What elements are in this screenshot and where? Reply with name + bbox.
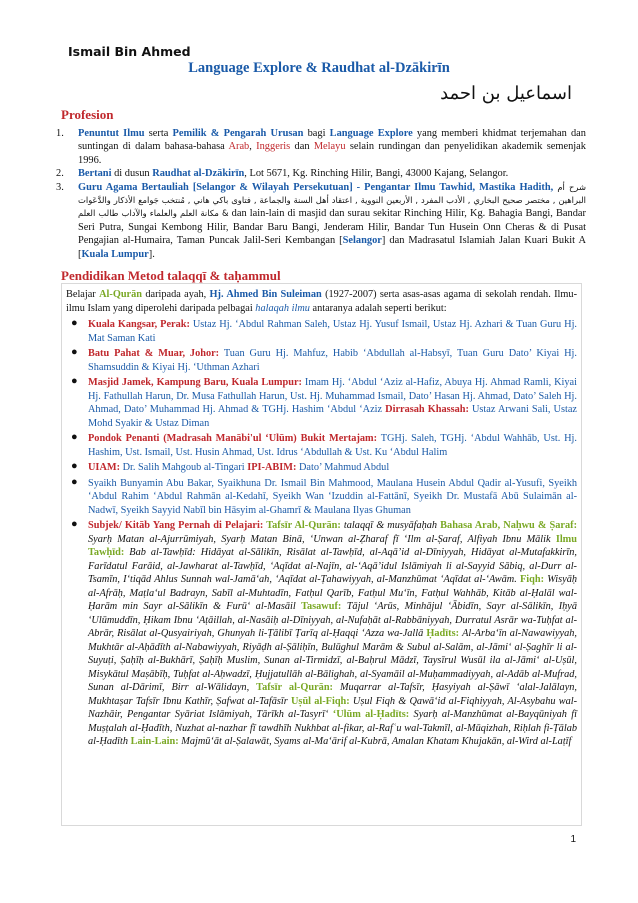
pendidikan-intro <box>66 288 577 315</box>
place-label: UIAM: <box>88 462 121 473</box>
subject-label: Tasawuf: <box>301 601 347 612</box>
teachers-text: Ustaz Arwani Sali, Ustaz Mohd Syakir & Ustaz Diman <box>88 404 578 429</box>
place-label: IPI-ABIM: <box>247 462 297 473</box>
profesion-item-3 <box>56 181 586 261</box>
text: (1927-2007) serta asas-asas agama di sekolah rendah. Ilmu-ilmu Islam yang diperolehi daripada pelbagai <box>66 289 578 314</box>
book-titles: Tājul ‘Arūs, Minhājul ‘Ābidīn, Sayr al-Sālikīn, Iḥyā ‘Ulūmuddīn, Ḥikam Ibnu ‘Aṭāillah, al-Nasāiḥ al-Dīniyyah, al-Nufaḥāt al-Rabbāniyyah, Durratul Asrār wa-Tuḥfat al-Abrār, Risālat al-Qusyairiyah, Ghunyah li-Ṭālibī Ṭarīq al-Ḥaqqi ‘Azza wa-Jallā <box>88 601 578 639</box>
text: serta <box>144 128 173 139</box>
list-number: 2. <box>56 168 64 180</box>
subject-label: Fiqh: <box>520 574 548 585</box>
highlight: Guru Agama Bertauliah [Selangor & Wilayah Persekutuan] - Pengantar Ilmu Tawhid, Mastika Hadith, <box>78 181 554 193</box>
text: daripada ayah, <box>142 289 210 300</box>
text: ]. <box>148 248 155 260</box>
teachers-text: TGHj. Saleh, TGHj. ‘Abdul Wahhāb, Ust. Hj. Hashim, Ust. Ismail, Ust. Husin Ahmad, Ust. Idrus ‘Abdullah & Ust. Ku ‘Abdul Halim <box>88 433 577 458</box>
place-label: Pondok Penanti (Madrasah Manābi'ul ‘Ulūm) Bukit Mertajam: <box>88 433 378 444</box>
subject-label: Bahasa Arab, Naḥwu & Ṣaraf: <box>440 520 577 531</box>
teachers-text: Ustaz Hj. ‘Abdul Rahman Saleh, Ustaz Hj. Yusuf Ismail, Ustaz Hj. Azhari & Tuan Guru Hj. Mat Saman Kati <box>88 319 578 344</box>
document-subtitle: Language Explore & Raudhat al-Dzākirīn <box>188 60 450 76</box>
bullet-icon: ● <box>71 460 78 472</box>
highlight: Penuntut Ilmu <box>78 128 145 139</box>
profesion-item-2 <box>56 167 586 180</box>
text: Belajar <box>66 289 100 300</box>
book-titles: Wisyāḥ al-Afrāḥ, Maṭla‘ul Badrayn, Sabīl al-Muhtadīn, Fatḥul Qarīb, Fatḥul Mu‘īn, Fatḥul Wahhāb, Kitāb al-Ḥalāl wal-Ḥarām min Sayr al-Sālikīn & Furū‘ al-Masāil <box>88 574 577 612</box>
book-titles: Uṣul Fiqh & Qawā‘id al-Fiqhiyyah, Al-Asybahu wal-Nazhāir, Pengantar Syāriat Islāmiyah, Tārīkh al-Tasyrī‘ <box>88 695 578 720</box>
list-item-subjek <box>66 519 577 749</box>
teacher-list <box>66 318 577 749</box>
bullet-icon: ● <box>71 475 78 488</box>
text: yang memberi khidmat terjemahan dan suntingan di dalam bahasa-bahasa <box>78 128 586 153</box>
subject-label: ‘Ulūm al-Ḥadīts: <box>332 709 414 720</box>
highlight: Kuala Lumpur <box>81 248 149 260</box>
teachers-text: Dato’ Mahmud Abdul <box>296 462 390 473</box>
highlight: Raudhat al-Dzākirīn <box>152 168 245 180</box>
arabic-text: مُنتخب جَوامع الأذكار والدَّعَوات & مكانة العلم والعلماء والآداب طالب العلم <box>78 195 229 219</box>
book-titles: Syarḥ al-Manzhūmat al-Bayqūniyah fī Muṣṭalah al-Ḥadīth, Nuzhat al-nazhar fī tawdhīh Nukhbat al-fikar, al-Rafʿu wal-Takmīl, al-Mūqizhah, Riḥlah fi-Ṭālab al-Ḥadīth <box>88 709 577 747</box>
highlight: Inggeris <box>256 141 291 153</box>
text: bagi <box>303 128 330 139</box>
bullet-icon: ● <box>71 317 78 329</box>
bullet-icon: ● <box>71 346 78 358</box>
list-item <box>66 461 577 475</box>
highlight: Arab <box>228 141 250 153</box>
profesion-list <box>56 127 586 261</box>
bullet-icon: ● <box>71 375 78 387</box>
book-titles: Syarḥ Matan al-Ajurrūmiyah, Syarḥ Matan Binā, ‘Unwan al-Ẓharaf fī ‘Ilm al-Ṣaraf, Alfiyah Ibnu Mālik <box>88 533 556 545</box>
text: , <box>249 141 257 153</box>
text: antaranya adalah seperti berikut: <box>309 302 447 314</box>
subject-label: Tafsīr Al-Qurān: <box>263 520 344 531</box>
book-titles: Muqarrar al-Tafsīr, Ḥasyiyah al-Ṣāwī ‘alal-Jalālayn, Mukhtaṣar Tafsīr Ibnu Kathīr, Ṣafwat al-Tafāsīr <box>88 682 577 707</box>
text: , Lot 5671, Kg. Rinching Hilir, Bangi, 43000 Kajang, Selangor. <box>244 168 509 180</box>
place-label: Kuala Kangsar, Perak: <box>88 319 190 330</box>
text: di dusun <box>111 168 153 180</box>
text: ] dan Madrasatul Islamiah Jalan Kuari Bukit A [ <box>78 235 587 260</box>
list-number: 1. <box>56 128 64 139</box>
subject-label: Ilmu Tawḥīd: <box>88 533 577 558</box>
list-item <box>66 347 577 374</box>
teachers-text: Dr. Salih Mahgoub al-Tingari <box>120 462 248 473</box>
subject-label: Lain-Lain: <box>130 736 182 747</box>
text: dan lain-lain di masjid dan surau sekitar Rinching Hilir, Kg. Bahagia Bangi, Bandar Seri Putra, Sungai Kembong Hilir, Bandar Baru Bangi, Jenderam Hilir, Bandar Tun Husein Onn Cheras & di Pusat Pengajian al-Humaira, Taman Puncak Jalil-Seri Kembangan [ <box>78 208 586 247</box>
book-titles: talaqqī & musyāfaḥah <box>343 520 441 531</box>
profesion-item-1 <box>56 127 586 167</box>
highlight: Hj. Ahmed Bin Suleiman <box>209 289 322 300</box>
highlight: Al-Qurān <box>99 289 143 300</box>
book-titles: Al-Arba‘īn al-Nawawiyyah, Mukhtār al-Aḥādīth al-Nabawiyyah, Riyāḍh al-Ṣāliḥīn, Bulūghul Marām & Subul al-Salām, al-Jāmi‘ al-Ṣaghīr li al-Suyuṭi, Ṣaḥīḥ al-Bukhārī, Ṣaḥīḥ Muslim, Sunan al-Tirmidzī, al-Baḥrul Mādzī, Taysīrul Wusūl ila al-Jāmi‘ al-Uṣūl, Misykātul Maṣābīḥ, Tuḥfat al-Aḥwadzī, Ḥujjatullāh al-Bālighah, al-Syamāil al-Muḥammadiyyah, al-Adāb al-Mufrad, Sunan al-Dārimī, Birr al-Wālidayn, <box>88 628 578 693</box>
place-label: Masjid Jamek, Kampung Baru, Kuala Lumpur: <box>88 377 302 388</box>
highlight: Pemilik & Pengarah Urusan <box>172 128 304 139</box>
highlight: halaqah ilmu <box>255 302 310 314</box>
subject-label: Tafsīr al-Qurān: <box>256 682 340 693</box>
subjek-text <box>88 520 577 747</box>
text: dan <box>290 141 314 153</box>
highlight: Language Explore <box>329 128 413 139</box>
subject-label: Uṣūl al-Fiqh: <box>291 695 353 707</box>
teachers-text: Tuan Guru Hj. Mahfuz, Habib ‘Abdullah al-Habsyī, Tuan Guru Dato’ Kiyai Hj. Shamsuddin & Kiyai Hj. ‘Uthman Azhari <box>88 348 577 373</box>
pendidikan-box <box>61 283 582 826</box>
place-label: Batu Pahat & Muar, Johor: <box>88 348 220 359</box>
subject-label: Ḥadīts: <box>426 628 463 639</box>
highlight: Selangor <box>342 235 382 247</box>
highlight: Bertani <box>78 168 112 180</box>
teachers-text: Syaikh Bunyamin Abu Bakar, Syaikhuna Dr. Ismail Bin Mahmood, Maulana Husein Abdul Qadir al-Yusufi, Syeikh ‘Abdul Rahim ‘Abdul Rahmān al-Kedahī, Syeikh Wan ‘Izuddin al-Fattānī, Syeikh Dr. Mustafā Abū Sulaimān al-Nadwī, Syeikh Sayyid Nabīl bin Hāsyim al-Ghamrī & Maulana Ilyas Ghuman <box>88 477 577 516</box>
teachers-text: Imam Hj. ‘Abdul ‘Aziz al-Hafiz, Abuya Hj. Ahmad Ramli, Kiyai Hj. Fathullah Harun, Dr. Musa Fathullah Harun, Ust. Hj. Muhammad Ismail, Dato’ Hasan Hj. Ahmad, Dato’ Saleh Hj. Ahmad, Dato’ Muhammad Hj. Ahmad & TGHj. Hashim ‘Abdul ‘Aziz <box>88 377 577 415</box>
profesion-heading: Profesion <box>61 107 114 122</box>
author-name: Ismail Bin Ahmed <box>68 44 191 59</box>
pendidikan-heading: Pendidikan Metod talaqqī & taḥammul <box>61 268 281 283</box>
book-titles: Majmū‘āt al-Ṣalawāt, Syams al-Ma‘ārif al-Kubrā, Amalan Khatam Khujakān, al-Wird al-Laṭīf <box>181 736 572 747</box>
list-number: 3. <box>56 181 64 193</box>
arabic-name: اسماعيل بن احمد <box>440 83 572 104</box>
list-item <box>66 318 577 345</box>
page-number: 1 <box>570 834 576 845</box>
book-titles: Bab al-Tawḥīd: Hidāyat al-Sālikīn, Risālat al-Tawḥīd, al-Aqā’id al-Dīniyyah, Hidāyat al-Mutafakkirīn, Farīdatul Farāid, al-Jawharat al-Tawḥīd, ‘Aqīdat al-Najīn, al-‘Aqā’idul Islāmiyah li al-Sayyid Sābiq, al-Durr al-Tsamīn, I‘tiqād Ahlus Sunnah wal-Jamā‘ah, ‘Aqīdat al-Ṭahawiyyah, al-Manzhūmat ‘Aqīdat al-‘Awām. <box>88 547 578 585</box>
list-item <box>66 432 577 459</box>
arabic-text: شرح أم البراهين , مختصر صحيح البخاري , الأدب المفرد , الأربعين النووية , اعتقاد أهل السنة والجماعة , فتاوى باكي هاني , <box>187 181 586 206</box>
place-label: Dirrasah Khassah: <box>385 404 469 415</box>
highlight: Melayu <box>313 141 346 153</box>
bullet-icon: ● <box>71 431 78 443</box>
list-item <box>66 477 577 518</box>
bullet-icon: ● <box>71 518 78 530</box>
text: selain rundingan dan penyelidikan akademik semenjak 1996. <box>78 141 586 166</box>
list-item <box>66 376 577 430</box>
subjek-label: Subjek/ Kitāb Yang Pernah di Pelajari: <box>88 520 264 531</box>
